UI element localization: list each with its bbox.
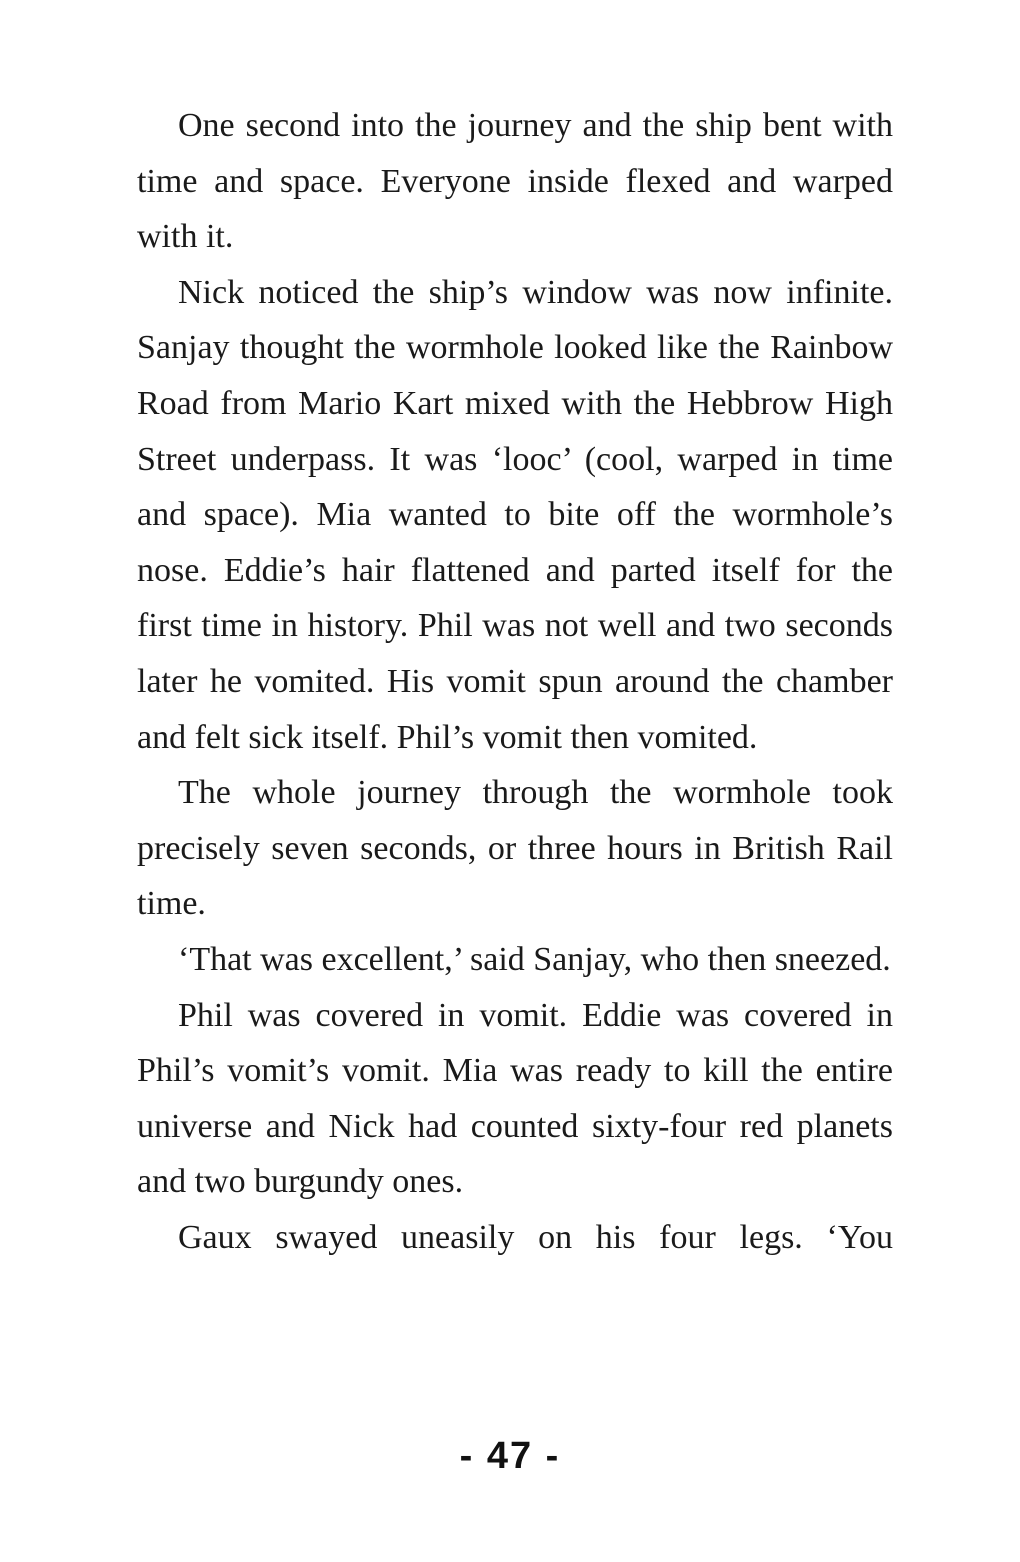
paragraph: Phil was covered in vomit. Eddie was covered in Phil’s vomit’s vomit. Mia was ready to kill the entire universe and Nick had counted sixty-four red planets and two burgundy ones. [137,996,893,1201]
paragraph: Gaux swayed uneasily on his four legs. ‘You [178,1218,893,1256]
paragraph: Nick noticed the ship’s window was now infinite. Sanjay thought the wormhole looked like the Rainbow Road from Mario Kart mixed with the Hebbrow High Street underpass. It was ‘looc’ (cool, warped in time and space). Mia wanted to bite off the wormhole’s nose. Eddie’s hair flattened and parted itself for the first time in history. Phil was not well and two seconds later he vomited. His vomit spun around the chamber and felt sick itself. Phil’s vomit then vomited. [137,273,893,756]
paragraph: ‘That was excellent,’ said Sanjay, who then sneezed. [178,940,891,978]
paragraph: One second into the journey and the ship bent with time and space. Everyone inside flexed and warped with it. [137,107,893,256]
body-text [137,98,893,1265]
paragraph: The whole journey through the wormhole took precisely seven seconds, or three hours in British Rail time. [137,774,893,923]
page-number: - 47 - [459,1435,561,1477]
